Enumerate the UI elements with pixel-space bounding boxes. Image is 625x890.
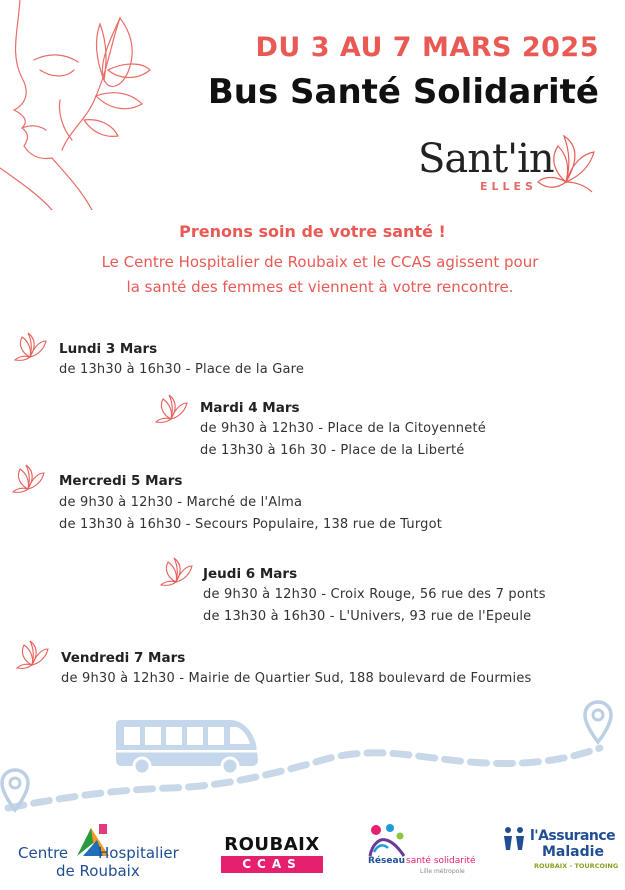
slot-tuesday-2: de 13h30 à 16h 30 - Place de la Liberté xyxy=(200,443,465,458)
flower-icon xyxy=(16,639,50,669)
logo-centre-hospitalier xyxy=(18,822,198,880)
assurance-mark-icon xyxy=(500,824,530,854)
slot-thursday-2: de 13h30 à 16h30 - L'Univers, 93 rue de l'Epeule xyxy=(203,609,532,624)
flower-icon xyxy=(12,463,46,493)
event-dates: DU 3 AU 7 MARS 2025 xyxy=(255,32,599,63)
flower-icon xyxy=(160,556,194,586)
assurance-line2: Maladie xyxy=(542,844,604,860)
slot-thursday-1: de 9h30 à 12h30 - Croix Rouge, 56 rue des 7 ponts xyxy=(203,587,546,602)
day-wednesday: Mercredi 5 Mars xyxy=(59,473,183,489)
brand-flower-icon xyxy=(536,124,598,194)
map-pin-icon xyxy=(0,768,30,814)
intro-text: Le Centre Hospitalier de Roubaix et le CCAS agissent pour la santé des femmes et viennent à votre rencontre. xyxy=(101,253,539,296)
page-title: Bus Santé Solidarité xyxy=(207,72,599,112)
logo-roubaix-ccas xyxy=(221,834,323,874)
slot-tuesday-1: de 9h30 à 12h30 - Place de la Citoyenneté xyxy=(200,421,486,436)
chr-line1-right: Hospitalier xyxy=(98,844,179,862)
slot-wednesday-2: de 13h30 à 16h30 - Secours Populaire, 138 rue de Turgot xyxy=(59,517,443,532)
map-pin-icon xyxy=(583,700,613,746)
slogan: Prenons soin de votre santé ! xyxy=(179,222,446,241)
chr-line2: de Roubaix xyxy=(56,862,140,880)
slot-friday-1: de 9h30 à 12h30 - Mairie de Quartier Sud, 188 boulevard de Fourmies xyxy=(61,671,532,686)
reseau-name-a: Réseau xyxy=(368,856,405,866)
day-thursday: Jeudi 6 Mars xyxy=(203,566,298,582)
roubaix-top: ROUBAIX xyxy=(224,834,320,855)
assurance-line3: ROUBAIX - TOURCOING xyxy=(534,862,619,870)
chr-line1-left: Centre xyxy=(18,844,69,862)
reseau-name-b: santé solidarité xyxy=(406,856,476,866)
bus-icon xyxy=(112,714,262,776)
flower-icon xyxy=(155,393,189,423)
day-friday: Vendredi 7 Mars xyxy=(61,650,186,666)
assurance-line1: l'Assurance xyxy=(530,828,616,844)
reseau-sub: Lille métropole xyxy=(420,868,465,875)
logo-assurance-maladie xyxy=(500,820,619,880)
day-tuesday: Mardi 4 Mars xyxy=(200,400,300,416)
brand-main: Sant'in xyxy=(418,136,554,182)
slot-monday-1: de 13h30 à 16h30 - Place de la Gare xyxy=(59,362,305,377)
day-monday: Lundi 3 Mars xyxy=(59,341,158,357)
roubaix-bottom: CCAS xyxy=(221,856,323,873)
logo-reseau-sante-solidarite xyxy=(360,822,480,880)
route-path xyxy=(0,690,625,830)
reseau-mark-icon xyxy=(364,822,408,858)
flower-icon xyxy=(14,331,48,361)
face-line-art xyxy=(0,0,200,210)
slot-wednesday-1: de 9h30 à 12h30 - Marché de l'Alma xyxy=(59,495,303,510)
brand-sub: ELLES xyxy=(480,180,537,193)
